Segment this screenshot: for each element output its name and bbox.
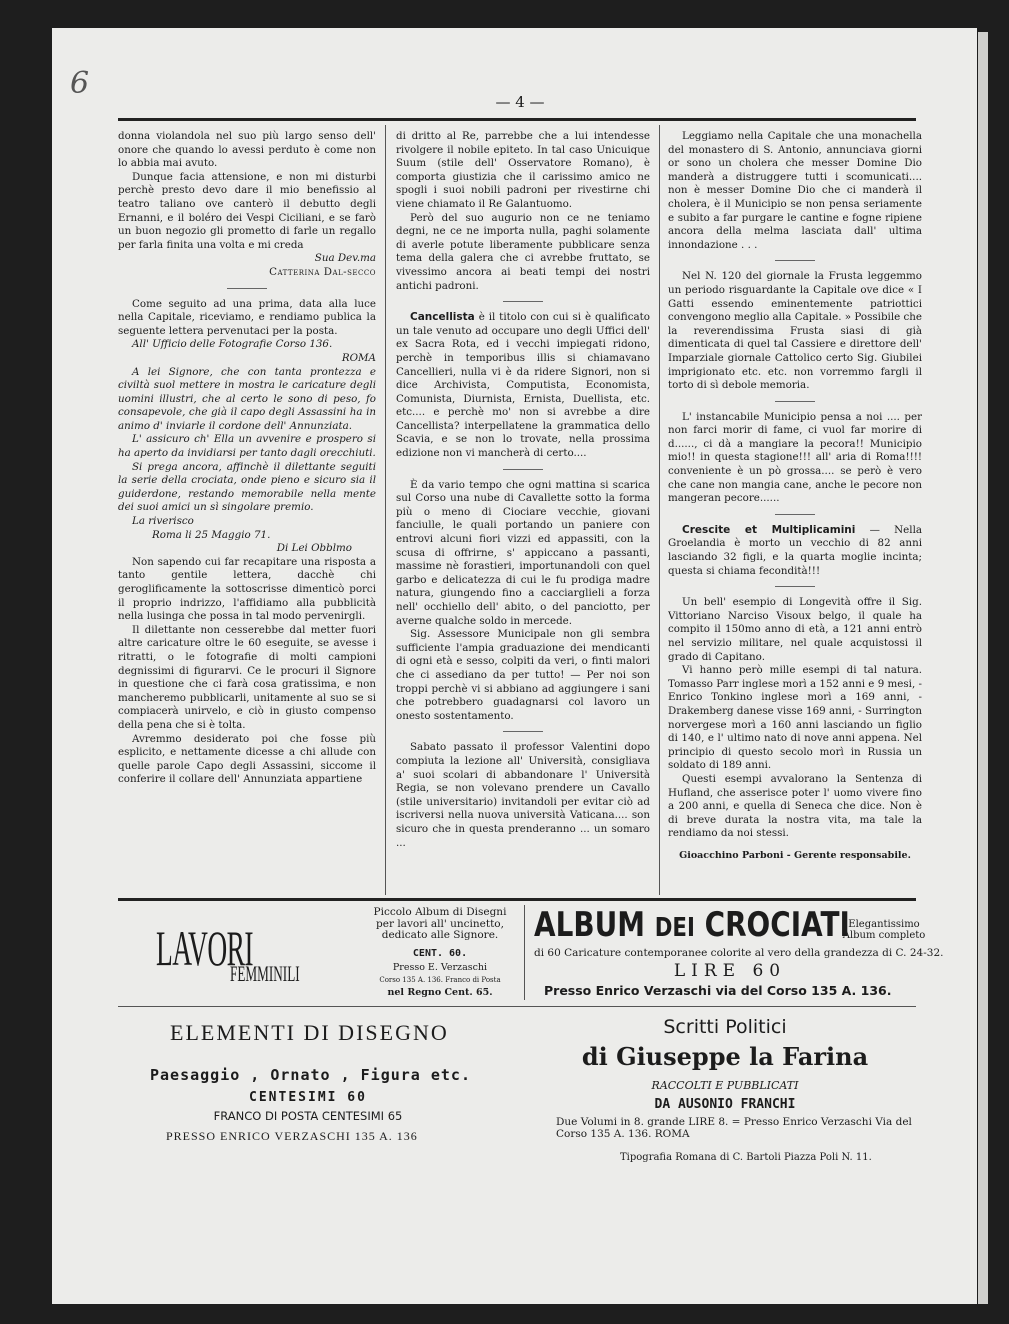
section-heading-cancellista: Cancellista <box>410 311 475 324</box>
section-heading-crescite: Crescite et Multiplicamini <box>682 523 856 536</box>
paragraph: Sig. Assessore Municipale non gli sembra sufficiente l'ampia graduazione dei mendicanti di ogni età e sesso, colpiti da veri, o finti malori che ci assediano da per tutto! — Per noi son troppi perchè vi si abbiano ad aggiungere i sani che potrebbero guadagnarsi col lavoro un onesto sostentamento. <box>396 628 650 722</box>
column-2 <box>396 130 650 895</box>
letter-address: All' Ufficio delle Fotografie Corso 136. <box>132 338 333 351</box>
ad-dei-word: DEI <box>654 913 695 943</box>
paragraph: È da vario tempo che ogni mattina si scarica sul Corso una nube di Cavallette sotto la forma più o meno di Ciociare vecchie, giovani fanciulle, le quali portando un paniere con entrovi alcuni fiori vizzi ed appassiti, con la scusa di offrirne, s' appiccano a passanti, massime nè forastieri, importunandoli con quel garbo e delicatezza di cui le fu prodiga madre natura, giungendo fino a cacciarglieli a forza nell' occhiello dell' abito, o del panciotto, per averne qualche soldo in mercede. <box>396 478 650 627</box>
letter-city: ROMA <box>341 351 376 364</box>
ads-top-rule <box>118 898 916 901</box>
ad-album-desc: di 60 Caricature contemporanee colorite al vero della grandezza di C. 24-32. <box>534 947 944 959</box>
ad-elementi-title: ELEMENTI DI DISEGNO <box>170 1020 449 1045</box>
ad-lavori-price: CENT. 60. <box>412 948 468 959</box>
paragraph: Leggiamo nella Capitale che una monachella del monastero di S. Antonio, annunciava giorni or sono un cholera che messer Domine Dio manderà a distruggere tutti i scomunicati.... non è messer Domine Dio che ci manderà il cholera, è il Municipio se non pensa seriamente e subito a far purgare le cantine e fogne ripiene ancora della melma lasciata dall' ultima innondazione . . . <box>668 130 922 251</box>
ads-vertical-divider <box>524 905 525 1000</box>
paragraph: Dunque facia attensione, e non mi disturbi perchè presto devo dare il mio benefissio al teatro taliano ove canterò il debutto degli Ernanni, e il boléro dei Vespi Ciciliani, e se farò un buon negozio gli prometto di farle un regallo per farla finita una volta e mi creda <box>118 170 376 251</box>
ad-album-title <box>534 905 850 945</box>
ad-elementi-franco: FRANCO DI POSTA CENTESIMI 65 <box>213 1109 403 1123</box>
paragraph: Come seguito ad una prima, data alla luce nella Capitale, riceviamo, e rendiamo publica la seguente lettera pervenutaci per la posta. <box>118 297 376 337</box>
paragraph: Sabato passato il professor Valentini dopo compiuta la lezione all' Università, consigliava a' suoi scolari di abbandonare l' Università Regia, se non volevano prendere un Cavallo (stile universitario) invitandoli per evitar ciò ad iscriversi nella nuova università Vaticana.... son sicuro che in questa prenderanno ... un somaro ... <box>396 741 650 849</box>
ad-elementi-disegno <box>118 1012 528 1152</box>
ad-album-price: LIRE 60 <box>673 961 787 981</box>
gerente-line: Gioacchino Parboni - Gerente responsabile. <box>679 849 911 861</box>
ad-lavori-presso: Presso E. Verzaschi <box>392 962 488 973</box>
ad-album-crociati <box>530 903 944 1001</box>
ad-album-presso: Presso Enrico Verzaschi via del Corso 135 A. 136. <box>544 983 892 998</box>
letter-signature: Di Lei Obblmo <box>276 542 352 555</box>
ads-middle-rule <box>118 1006 916 1007</box>
printer-credit: Tipografia Romana di C. Bartoli Piazza Poli N. 11. <box>620 1152 872 1163</box>
page-edge <box>978 32 988 1304</box>
column-divider-2 <box>659 125 660 895</box>
paragraph: L' instancabile Municipio pensa a noi .... per non farci morir di fame, ci vuol far morire di d......, ci dà a mangiare la pecora!! Municipio mio!! in questa stagione!!! all' aria di Roma!!!! conveniente è un pò grossa.... se però è vero che cane non mangia cane, anche le pecore non mangeran pecore...... <box>668 410 922 505</box>
separator <box>775 260 815 261</box>
paragraph: Avremmo desiderato poi che fosse più esplicito, e nettamente dicesse a chi allude con quelle parole Capo degli Assassini, siccome il conferire il collare dell' Annunziata appartiene <box>118 732 376 786</box>
page-number: — 4 — <box>495 93 545 111</box>
paragraph: Il dilettante non cesserebbe dal metter fuori altre caricature oltre le 60 eseguite, se avesse i ritratti, o le fotografie di molti campioni degnissimi di figurarvi. Ce le procuri il Signore in questione che ci farà cosa gratissima, e non mancheremo pubblicarli, unitamente al suo se si compiacerà unirvelo, e ciò in giusto compenso della pena che si è tolta. <box>118 623 376 731</box>
header-rule <box>118 118 916 121</box>
letter-closing: La riverisco <box>132 515 194 528</box>
ad-lavori-desc: Piccolo Album di Disegni per lavori all' uncinetto, dedicato alle Signore. <box>373 906 507 941</box>
paragraph: Non sapendo cui far recapitare una risposta a tanto gentile lettera, dacchè chi geroglificamente la sottoscrisse dimenticò porci il proprio indrizzo, l'affidiamo alla pubblicità nella lusinga che possa in tal modo pervenirgli. <box>118 555 376 623</box>
paragraph: Un bell' esempio di Longevità offre il Sig. Vittoriano Narciso Visoux belgo, il quale ha compito il 150mo anno di età, a 121 anni entrò nel servizio militare, nel quale acquistossi il grado di Capitano. <box>668 596 922 663</box>
separator <box>503 731 543 732</box>
separator <box>503 301 543 302</box>
ad-lavori-regno: nel Regno Cent. 65. <box>387 987 493 998</box>
paragraph: — Nella Groelandia è morto un vecchio di 82 anni lasciando 32 figli, e la quarta moglie incinta; questa si chiama fecondità!!! <box>668 523 922 577</box>
letter-paragraph: A lei Signore, che con tanta prontezza e civiltà suol mettere in mostra le caricature degli uomini illustri, che al certo le sono di peso, fo consapevole, che già il capo degli Assassini ha in animo d' inviarle il cordone dell' Annunziata. <box>118 365 376 432</box>
ad-scritti-raccolti: RACCOLTI E PUBBLICATI <box>651 1079 799 1092</box>
ad-elementi-sub: Paesaggio , Ornato , Figura etc. <box>150 1066 471 1084</box>
ad-album-side: Elegantissimo Album completo <box>842 919 926 941</box>
ad-lavori-title: LAVORI <box>156 920 254 976</box>
ad-lavori-femminili <box>118 905 518 1000</box>
paragraph: Nel N. 120 del giornale la Frusta leggemmo un periodo risguardante la Capitale ove dice « I Gatti essendo eminentemente patriottici convengono meglio alla Capitale. » Possibile che la reverendissima Frusta siasi di già dimenticata di quel tal Cassiere e direttore dell' Imparziale giornale Cattolico certo Sig. Giubilei imprigionato etc. etc. non vorremmo fargli il torto di sì debole memoria. <box>668 270 922 392</box>
ad-scritti-franchi: DA AUSONIO FRANCHI <box>654 1097 796 1112</box>
letter-date: Roma li 25 Maggio 71. <box>152 528 271 541</box>
column-3 <box>668 130 922 895</box>
paragraph: di dritto al Re, parrebbe che a lui intendesse rivolgere il nobile epiteto. In tal caso Unicuique Suum (stile dell' Osservatore Romano), è comporta giustizia che il carissimo amico ne spogli i suoi nobili padroni per rivestirne chi viene chiamato il Re Galantuomo. <box>396 130 650 210</box>
signature-name: Catterina Dal-secco <box>269 265 376 278</box>
separator <box>503 469 543 470</box>
ad-album-word: ALBUM <box>534 905 645 945</box>
separator <box>227 288 267 289</box>
ad-crociati-word: CROCIATI <box>704 905 850 945</box>
paragraph: Però del suo augurio non ce ne teniamo degni, ne ce ne importa nulla, paghi solamente di averle potute liberamente pubblicare senza tema della galera che ci avrebbe fruttato, se vivessimo ancora ai beati tempi dei nostri antichi padroni. <box>396 211 650 292</box>
letter-paragraph: Si prega ancora, affinchè il dilettante seguiti la serie della crociata, onde pieno e sicuro sia il guiderdone, restando memorabile nella mente dei suoi amici un sì singolare premio. <box>118 460 376 514</box>
separator <box>775 514 815 515</box>
ad-elementi-presso: PRESSO ENRICO VERZASCHI 135 A. 136 <box>166 1129 418 1143</box>
letter-paragraph: L' assicuro ch' Ella un avvenire e prospero si ha aperto da invidiarsi per tanto dagli orecchiuti. <box>118 433 376 460</box>
ad-lavori-address: Corso 135 A. 136. Franco di Posta <box>379 976 501 984</box>
ad-scritti-politici <box>540 1012 925 1172</box>
separator <box>775 586 815 587</box>
separator <box>775 401 815 402</box>
ad-femminili-title: FEMMINILI <box>230 961 300 986</box>
column-divider-1 <box>385 125 386 895</box>
paragraph: Questi esempi avvalorano la Sentenza di Hufland, che asserisce poter l' uomo vivere fino a 200 anni, e quella di Seneca che dice. Non è di breve durata la nostra vita, ma tale la rendiamo da noi stessi. <box>668 772 922 840</box>
signature-closing: Sua Dev.ma <box>314 252 376 265</box>
ad-scritti-author: di Giuseppe la Farina <box>581 1042 869 1071</box>
paragraph: Vi hanno però mille esempi di tal natura. Tomasso Parr inglese morì a 152 anni e 9 mesi, - Enrico Tonkino inglese morì a 169 anni, - Drakemberg danese visse 169 anni, - Surrington norvergese morì a 160 anni lasciando un figlio di 140, e l' ultimo nato di nove anni appena. Nel principio di questo secolo morì in Russia un soldato di 189 anni. <box>668 664 922 772</box>
ad-scritti-details: Due Volumi in 8. grande LIRE 8. = Presso Enrico Verzaschi Via del Corso 135 A. 136. ROMA <box>556 1116 912 1140</box>
ad-scritti-title: Scritti Politici <box>663 1016 787 1038</box>
page-handwritten-mark: 6 <box>70 66 90 101</box>
ad-elementi-price: CENTESIMI 60 <box>249 1090 367 1105</box>
paragraph: donna violandola nel suo più largo senso dell' onore che quando lo avessi perduto è come non lo abbia mai avuto. <box>118 130 376 170</box>
paragraph: è il titolo con cui si è qualificato un tale venuto ad occupare uno degli Uffici dell' ex Sacra Rota, ed i vecchi impiegati ridono, perchè in temporibus illis si chiamavano Cancellieri, nulla vi è da ridere Signori, non si dice Archivista, Computista, Economista, Comunista, Diurnista, Ernista, Duellista, etc. etc.... e perchè mo' non si avrebbe a dire Cancellista? interpellatene la grammatica dello Scavia, e se non lo trovate, nella prossima edizione non vi mancherà di certo.... <box>396 311 650 460</box>
column-1 <box>118 130 376 895</box>
